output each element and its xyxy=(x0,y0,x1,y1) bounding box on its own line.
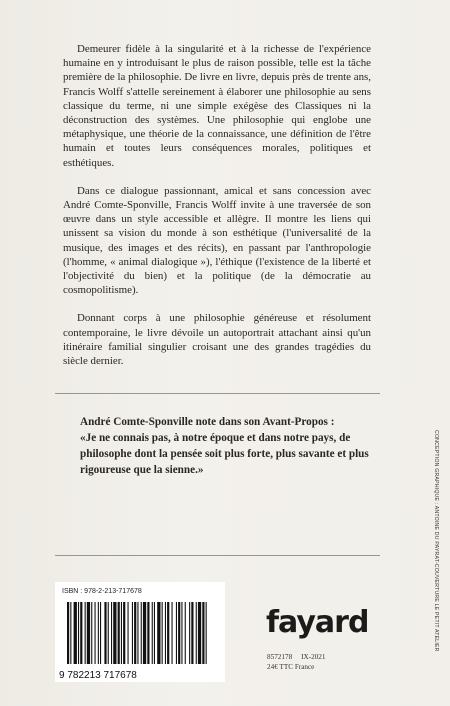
design-credit: CONCEPTION GRAPHIQUE : ANTOINE DU PAYRAT-COUVERTURE LE PETIT ATELIER xyxy=(433,430,439,652)
barcode-area xyxy=(55,582,225,682)
isbn-label: ISBN : 978-2-213-717678 xyxy=(62,588,142,595)
barcode-icon xyxy=(55,600,225,682)
catalog-number: 8572178 xyxy=(267,653,293,661)
quote-intro: André Comte-Sponville note dans son Avant-Propos : xyxy=(80,416,335,428)
publisher-logo: fayard xyxy=(266,605,369,640)
blurb-paragraph-2: Dans ce dialogue passionnant, amical et sans concession avec André Comte-Sponville, Francis Wolff invite à une traversée de son œuvre dans un style accessible et allègre. Il montre les liens qui unissent sa vision du monde à son esthétique (l'universalité de la musique, des images et des récits), en passant par l'anthropologie (l'homme, « animal dialogique »), l'éthique (l'existence de la liberté et l'objectivité du bien) et la politique (de la démocratie au cosmopolitisme). xyxy=(63,184,371,297)
blurb xyxy=(63,42,371,382)
blurb-paragraph-3: Donnant corps à une philosophie généreuse et résolument contemporaine, le livre dévoile un autoportrait attachant ainsi qu'un itinéraire familial singulier croisant une des grandes tragédies du siècle dernier. xyxy=(63,312,371,368)
barcode-digits: 9 782213 717678 xyxy=(59,670,137,681)
price: 24€ TTC France xyxy=(267,663,315,671)
quote-text: «Je ne connais pas, à notre époque et dans notre pays, de philosophe dont la pensée soit plus forte, plus savante et plus rigoureuse que la sienne.» xyxy=(80,432,369,476)
divider-bottom xyxy=(55,555,380,556)
blurb-paragraph-1: Demeurer fidèle à la singularité et à la richesse de l'expérience humaine en y introduisant le plus de raison possible, telle est la tâche première de la philosophie. De livre en livre, depuis près de trente ans, Francis Wolff s'attelle sereinement à élaborer une philosophie au sens classique du terme, ni une simple exégèse des Classiques ni la déconstruction des systèmes. Une philosophie qui englobe une métaphysique, une théorie de la connaissance, une définition de l'être humain et toutes leurs conséquences morales, politiques et esthétiques. xyxy=(63,43,371,169)
publication-info xyxy=(267,652,326,672)
quote-block xyxy=(80,414,375,478)
edition-date: IX-2021 xyxy=(301,653,326,661)
divider-top xyxy=(55,393,380,394)
